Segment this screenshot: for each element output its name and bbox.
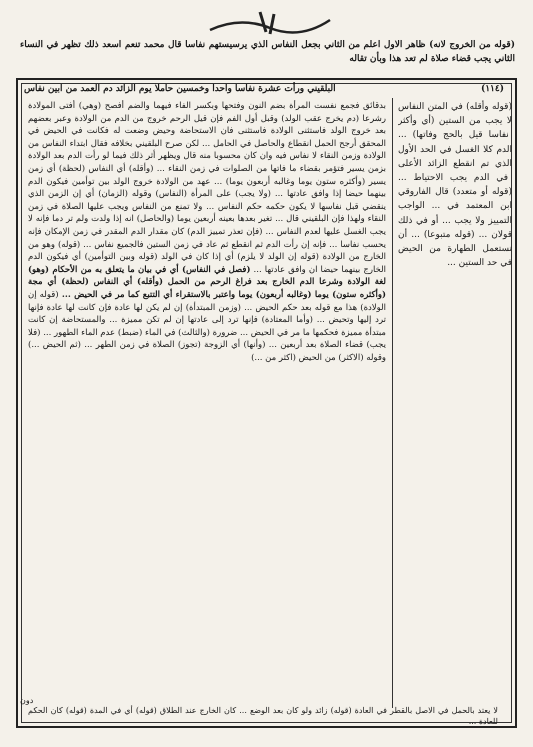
header-title: البلقيني ورأت عشرة نفاسا واحدا وخمسين حاملا يوم الزائد دم العمد من ابين نفاس xyxy=(24,84,336,94)
top-note: (قوله من الخروج لانه) ظاهر الاول اعلم من الثاني بجعل النفاس الذي يرسيستهم نفاسا قال محمد تنعم اسعد ذلك تظهر في النساء الثاني يجب قضاء صلاة لم تعد هذا وبأن تقاله xyxy=(20,40,515,64)
main-paragraph: (قوله) وهو من الخارج من الولادة (قوله إن الولد لا يلزم) أي إذا كان في الولد (قوله وبين التوأمين) أي فيكون الدم الخارج بينهما حيضا ان وافق عادتها ... xyxy=(28,239,386,275)
main-column xyxy=(28,100,386,700)
footer-note: لا يعتد بالحمل في الاصل بالقطر في العادة (قوله) زائد ولو كان بعد الوضع ... كان الخارج عند الطلاق (قوله) أي في المدة (قوله) كان الحكم للعادة ... xyxy=(28,706,498,726)
main-paragraph: ضرورة (والثالث) في الماء (ضبط) عدم الماء الطهور ... (فلا يجب) قضاء الصلاة بعد أربعين ... (وأنها) أي الزوجة (تجوز) الصلاة في زمن الطهر ... (ثم الحيض ...) وقوله (الاكثر) من الحيض (اكثر من ...) xyxy=(28,327,386,363)
margin-paragraph: الدم كلا الغسل في الحد الأول الذي تم انقطع الزائد الأعلى في الدم يجب الاحتياط ... xyxy=(398,144,512,184)
page-header xyxy=(24,82,504,96)
margin-paragraph: أن تستعمل الطهارة من الحيض في حد الستين ... xyxy=(398,229,512,269)
main-paragraph: عهد من الولادة خروج الولد بين توأمين فيكون الدم بينهما حيضا إذا وافق عادتها ... (ولا يجب) على المرأة (النفاس) وقوله (الزمان) أي إن الزمن الذي ينقضي قبل نفاسها لا يكون حكمه حكم النفاس ... ولا تمنع من النفاس ويجب عليها الصلاة في زمن النقاء ولهذا فإن البلقيني قال ... xyxy=(28,176,386,225)
margin-paragraph: (قوله وأقله) في المتن النفاس لا يجب من الستين (أي وأكثر نفاسا قيل بالحج وفاتها) ... xyxy=(398,102,512,141)
main-paragraph: بدقائق فجمع نفست المرأة بضم النون وفتحها وبكسر الفاء فيهما والضم أفصح (وهي) أفتى المولادة رشرعا (دم يخرج عقب الولد) وقبل أول الفم فإن قيل الرحم خروج من الدم من الولادة وعبر بعضهم بعد خروج الولد فاستثنى الولادة فاستثنى فان الاستحاضة وحيض وضعت له فكانت في الحيض في المحقق أرجح الحمل انقطاع والحاصل في الحامل ... xyxy=(28,101,386,149)
margin-paragraph: الواجب التمييز ولا يجب ... أو في ذلك قولان ... (قوله متبوعا) ... xyxy=(398,201,512,240)
main-paragraph: لكن صرح البلقيني بخلافه فقال ابتداء النفاس من الولادة وزمن النقاء لا نفاس فيه وان كان محسوبا منه قال ويظهر أثر ذلك فيما لو رأت الدم بعد الولادة بزمن يسير فتؤمر بقضاء ما فاتها من الصلوات في زمن النقاء ... (وأقله) أي النفاس (لحظة) أي زمن يسير (وأكثره ستون يوما وغالبه أربعون يوما) ... xyxy=(28,138,386,187)
margin-paragraph: (قوله أو متعدد) قال الفاروقي ابن المعتمد في ... xyxy=(398,187,512,212)
column-divider xyxy=(392,98,393,708)
main-paragraph: تغير بعدها بعينه أربعين يوما (والحاصل) انه إذا ولدت ولم تر دما فإنه لا يجب الغسل عليها لعدم النفاس ... (فإن تعذر تمييز الدم) كان مقدار الدم المقدر في زمن الإمكان فإنه يحسب نفاسا ... فإنه إن رأت الدم ثم انقطع ثم عاد في زمن الستين فالجميع نفاس ... xyxy=(28,214,386,250)
calligraphic-ornament-icon xyxy=(200,8,350,38)
main-paragraph: (فصل في النفاس) أي في بيان ما يتعلق به من الأحكام (وهو) لغة الولادة وشرعا الدم الخارج بعد فراغ الرحم من الحمل (وأقله) أي النفاس (لحظة) أي مجة (وأكثره ستون) يوما (وغالبه أربعون) يوما واعتبر بالاستقراء أي التتبع كما مر في الحيض ... xyxy=(28,264,386,300)
catchword: دون xyxy=(20,696,34,705)
margin-column xyxy=(398,100,512,700)
page-number: (١١٤) xyxy=(480,84,504,94)
main-paragraph: (قوله إن الولادة) هذا مع قوله بعد حكم الحيض ... (وزمن المبتدأة) إن لم يكن لها عادة فإن كانت لها عادة فإنها ترد إليها وتحيض ... (وأما المعتادة) فإنها ترد إلى عادتها إن لم تكن مميزة ... والمستحاضة إن كانت مبتدأة مميزة فحكمها ما مر في الحيض ... xyxy=(28,289,386,338)
